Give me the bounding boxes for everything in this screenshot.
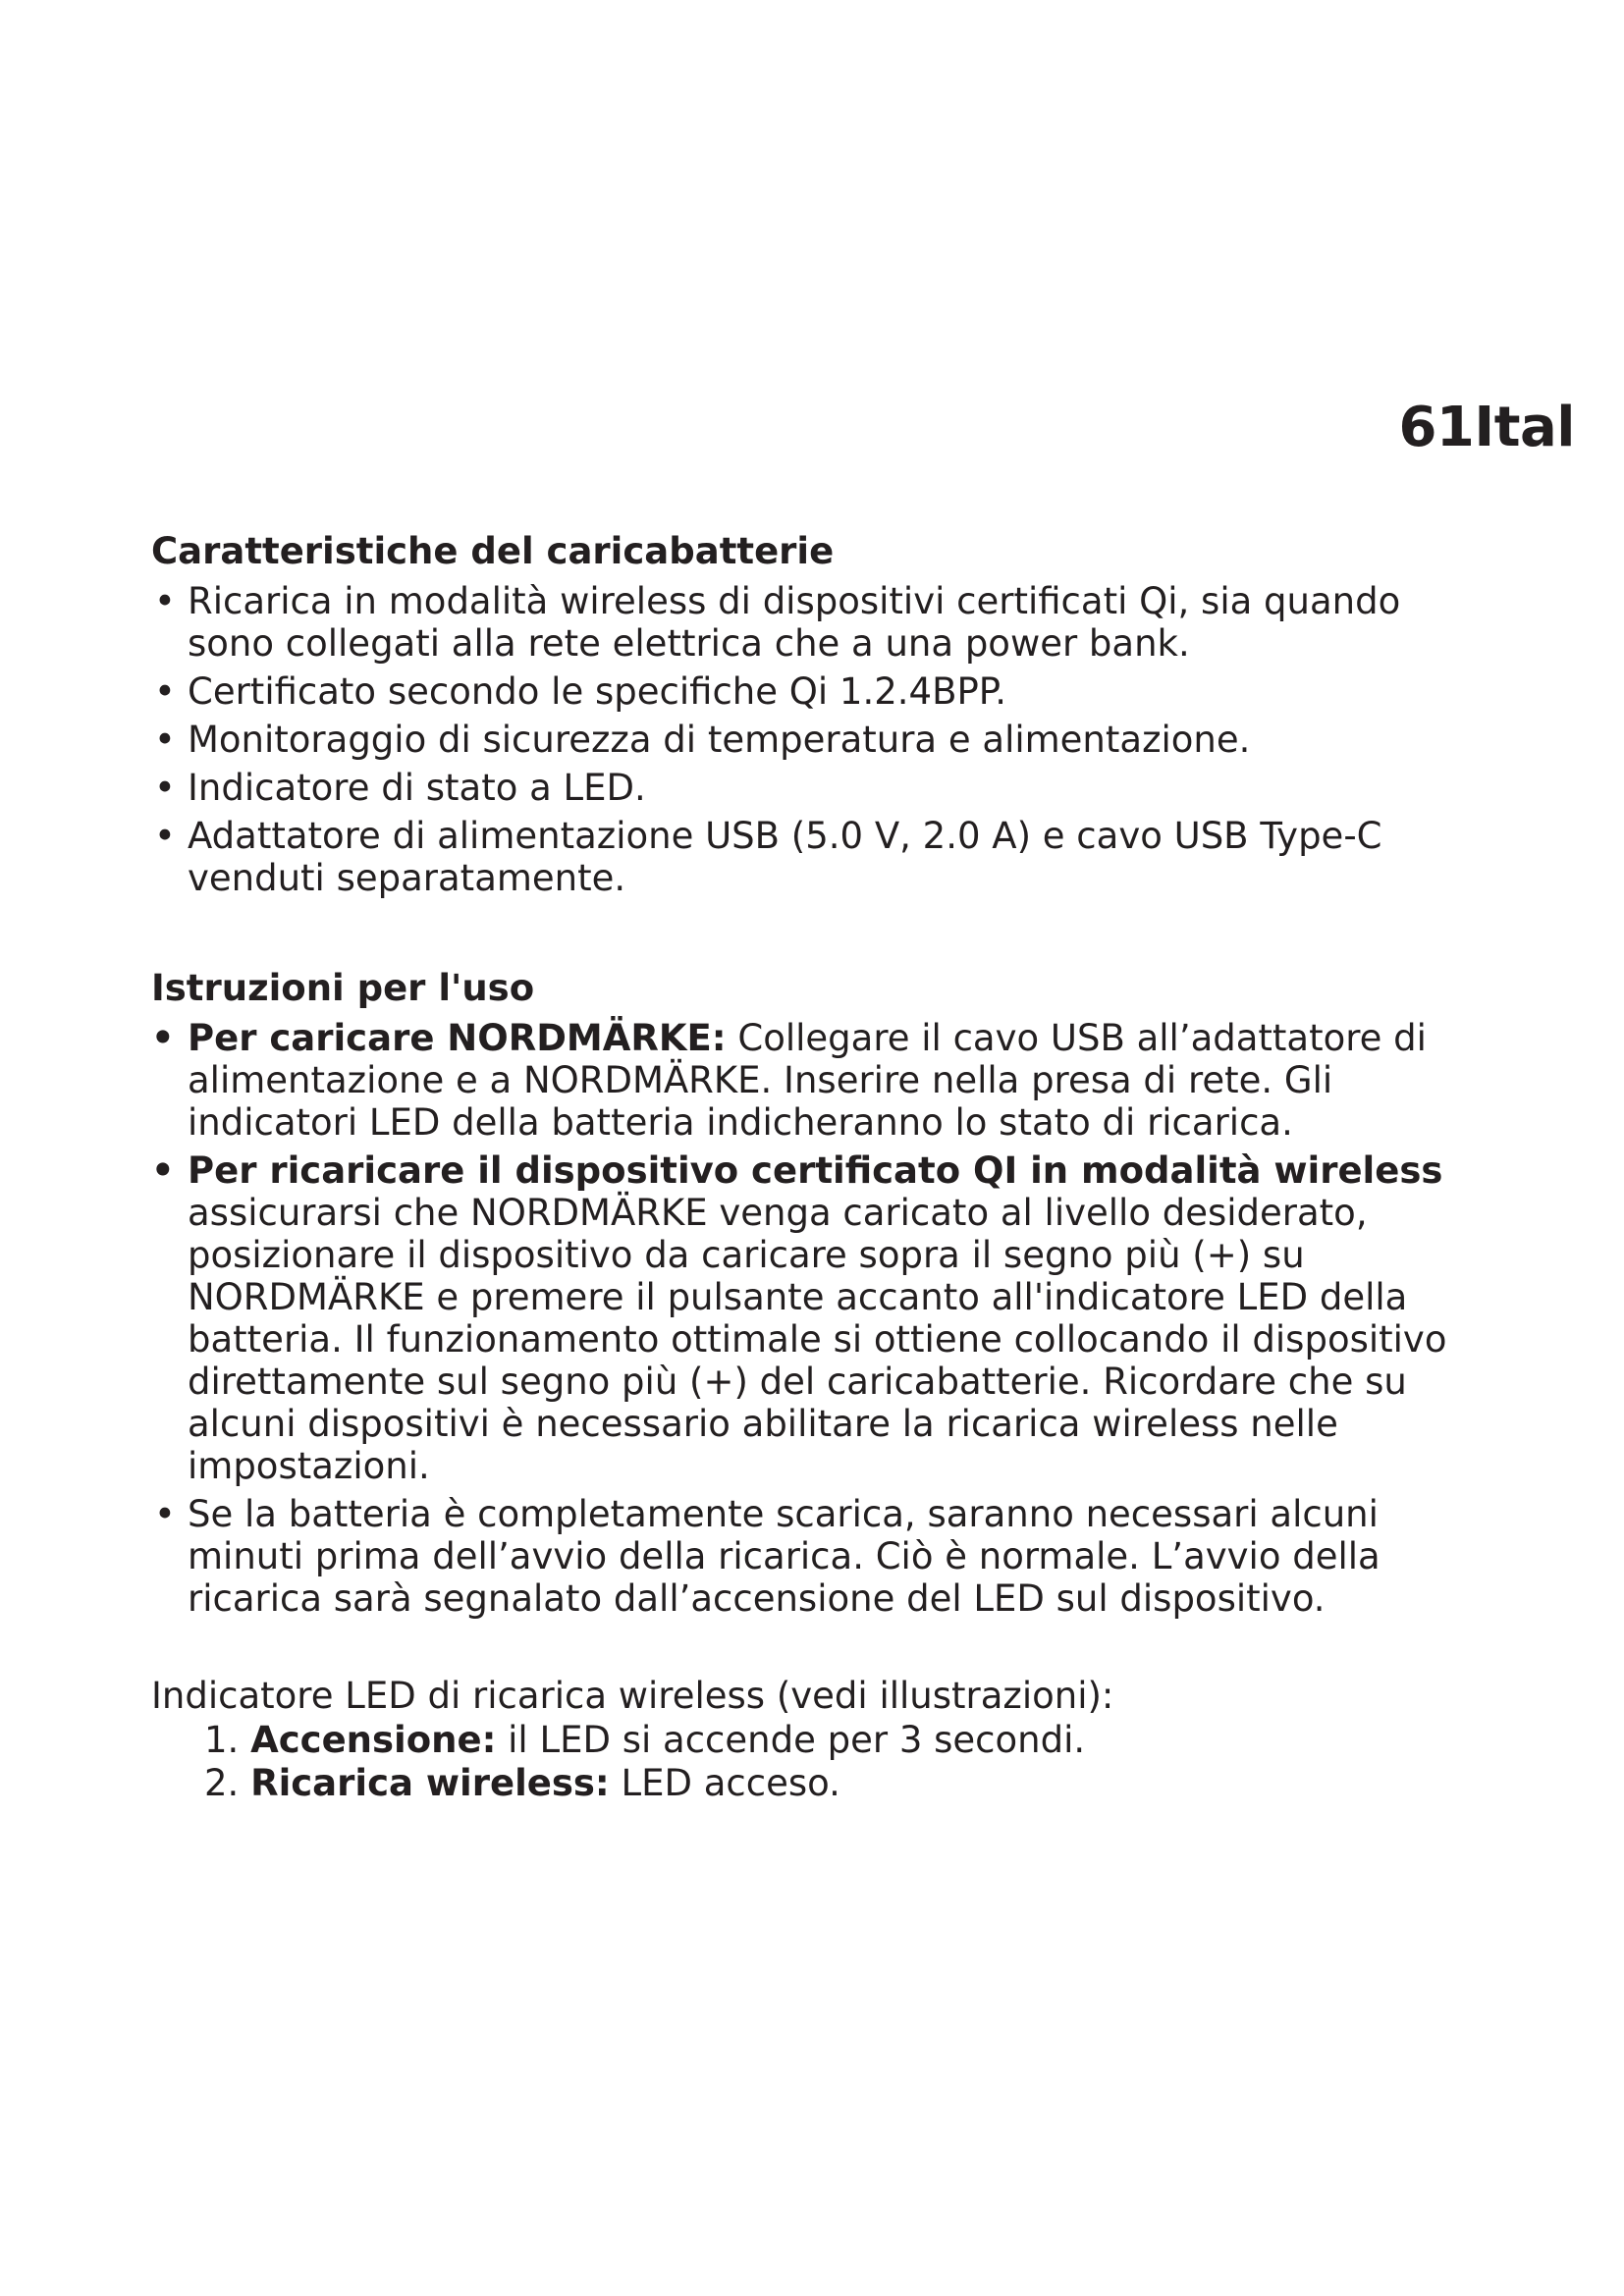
document-body [151,526,1496,1805]
bullet-icon: • [154,719,176,761]
bullet-icon: • [154,670,176,713]
list-item [151,577,1496,667]
instruction-lead: Per ricaricare il dispositivo certificato QI in modalità wireless [188,1149,1443,1192]
list-item-text: Monitoraggio di sicurezza di temperatura e alimentazione. [188,719,1251,761]
bullet-icon: • [151,1149,175,1192]
bullet-icon: • [151,1017,175,1059]
instructions-heading: Istruzioni per l'uso [151,967,535,1009]
list-item-text: Adattatore di alimentazione USB (5.0 V, 2.0 A) e cavo USB Type-C venduti separatamente. [188,815,1382,899]
step-label: Ricarica wireless: [250,1762,610,1804]
list-item [151,667,1496,716]
led-indicator-section [151,1674,1496,1805]
bullet-icon: • [154,1493,176,1535]
list-item-text: Ricarica in modalità wireless di dispositivi certificati Qi, sia quando sono collegati alla rete elettrica che a una power bank. [188,580,1401,665]
list-item [151,1014,1496,1147]
instructions-list [151,1014,1496,1623]
list-item [204,1762,1496,1805]
features-section [151,526,1496,902]
led-intro: Indicatore LED di ricarica wireless (vedi illustrazioni): [151,1675,1114,1717]
instruction-text: assicurarsi che NORDMÄRKE venga caricato al livello desiderato, posizionare il dispositivo da caricare sopra il segno più (+) su NORDMÄRKE e premere il pulsante accanto all'indicatore LED della batteria. Il funzionamento ottimale si ottiene collocando il dispositivo direttamente sul segno più (+) del caricabatterie. Ricordare che su alcuni dispositivi è necessario abilitare la ricarica wireless nelle impostazioni. [188,1192,1447,1487]
list-item [151,716,1496,764]
led-steps-list [151,1719,1496,1805]
bullet-icon: • [154,580,176,622]
step-number: 2. [204,1762,240,1804]
section-spacer [151,1623,1496,1674]
list-item [204,1719,1496,1762]
step-number: 1. [204,1719,240,1761]
instructions-section [151,963,1496,1623]
list-item [151,764,1496,812]
step-text: LED acceso. [609,1762,840,1804]
list-item [151,812,1496,902]
page-number-label: 61Ital [1398,396,1575,459]
section-spacer [151,902,1496,963]
step-text: il LED si accende per 3 secondi. [496,1719,1086,1761]
bullet-icon: • [154,767,176,809]
list-item [151,1490,1496,1623]
instruction-text: Collegare il cavo USB all’adattatore di alimentazione e a NORDMÄRKE. Inserire nella presa di rete. Gli indicatori LED della batteria indicheranno lo stato di ricarica. [188,1017,1427,1144]
bullet-icon: • [154,815,176,857]
list-item-text: Indicatore di stato a LED. [188,767,646,809]
features-list [151,577,1496,902]
features-heading: Caratteristiche del caricabatterie [151,530,835,572]
instruction-text: Se la batteria è completamente scarica, saranno necessari alcuni minuti prima dell’avvio della ricarica. Ciò è normale. L’avvio della ricarica sarà segnalato dall’accensione del LED sul dispositivo. [188,1493,1380,1620]
list-item [151,1147,1496,1490]
step-label: Accensione: [250,1719,497,1761]
list-item-text: Certificato secondo le specifiche Qi 1.2.4BPP. [188,670,1007,713]
instruction-lead: Per caricare NORDMÄRKE: [188,1017,727,1059]
